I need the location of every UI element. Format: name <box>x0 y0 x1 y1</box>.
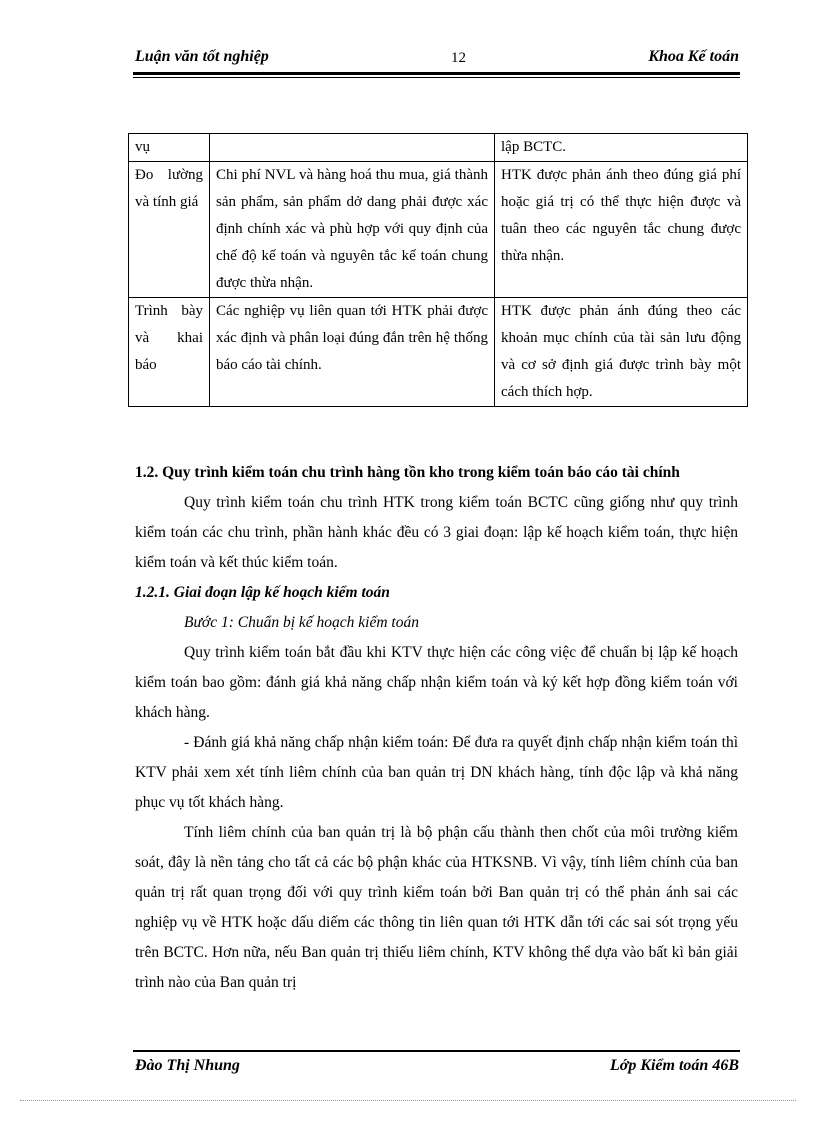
table-cell: Trình bày và khai báo <box>129 298 210 407</box>
table-cell: Các nghiệp vụ liên quan tới HTK phải được xác định và phân loại đúng đắn trên hệ thống báo cáo tài chính. <box>210 298 495 407</box>
table-row <box>129 162 748 298</box>
section-heading: 1.2. Quy trình kiểm toán chu trình hàng tồn kho trong kiểm toán báo cáo tài chính <box>135 464 680 481</box>
table-cell: vụ <box>129 134 210 162</box>
page-edge-dotted-line <box>20 1100 796 1101</box>
page-number: 12 <box>451 50 466 66</box>
table-cell: HTK được phản ánh đúng theo các khoản mục chính của tài sản lưu động và cơ sở định giá được trình bày một cách thích hợp. <box>495 298 748 407</box>
paragraph: Quy trình kiểm toán bắt đầu khi KTV thực hiện các công việc để chuẩn bị lập kế hoạch kiểm toán bao gồm: đánh giá khả năng chấp nhận kiểm toán và ký kết hợp đồng kiểm toán với khách hàng. <box>135 644 738 721</box>
table-cell: Chi phí NVL và hàng hoá thu mua, giá thành sản phẩm, sản phẩm dở dang phải được xác định chính xác và phù hợp với quy định của chế độ kế toán và nguyên tắc kế toán chung được thừa nhận. <box>210 162 495 298</box>
table-cell: Đo lường và tính giá <box>129 162 210 298</box>
body-text <box>135 458 738 998</box>
paragraph: - Đánh giá khả năng chấp nhận kiểm toán: Để đưa ra quyết định chấp nhận kiểm toán thì KTV phải xem xét tính liêm chính của ban quản trị DN khách hàng, tính độc lập và khả năng phục vụ tốt khách hàng. <box>135 734 738 811</box>
paragraph: Quy trình kiểm toán chu trình HTK trong kiểm toán BCTC cũng giống như quy trình kiểm toán các chu trình, phần hành khác đều có 3 giai đoạn: lập kế hoạch kiểm toán, thực hiện kiểm toán và kết thúc kiểm toán. <box>135 494 738 571</box>
footer-rule <box>133 1050 740 1052</box>
header-faculty: Khoa Kế toán <box>648 48 739 65</box>
header-rule-thin <box>133 77 740 78</box>
page-header <box>135 48 739 70</box>
header-thesis-title: Luận văn tốt nghiệp <box>135 48 269 65</box>
paragraph: Tính liêm chính của ban quản trị là bộ phận cấu thành then chốt của môi trường kiểm soát, đây là nền tảng cho tất cả các bộ phận khác của HTKSNB. Vì vậy, tính liêm chính của ban quản trị rất quan trọng đối với quy trình kiểm toán bởi Ban quản trị có thể phản ánh sai các nghiệp vụ về HTK hoặc dấu diếm các thông tin liên quan tới HTK dẫn tới các sai sót trọng yếu trên BCTC. Hơn nữa, nếu Ban quản trị thiếu liêm chính, KTV không thể dựa vào bất kì bản giải trình nào của Ban quản trị <box>135 824 738 991</box>
page-footer <box>135 1057 739 1079</box>
table-row <box>129 298 748 407</box>
footer-class: Lớp Kiểm toán 46B <box>609 1057 739 1074</box>
table-cell: HTK được phản ánh theo đúng giá phí hoặc giá trị có thể thực hiện được và tuân theo các nguyên tắc chung được thừa nhận. <box>495 162 748 298</box>
header-rule-thick <box>133 72 740 75</box>
subsection-heading: 1.2.1. Giai đoạn lập kế hoạch kiểm toán <box>135 584 390 601</box>
footer-author: Đào Thị Nhung <box>135 1057 240 1074</box>
table-row <box>129 134 748 162</box>
table-cell <box>210 134 495 162</box>
table-cell: lập BCTC. <box>495 134 748 162</box>
step-heading: Bước 1: Chuẩn bị kế hoạch kiểm toán <box>184 614 419 631</box>
audit-objectives-table <box>128 133 748 407</box>
